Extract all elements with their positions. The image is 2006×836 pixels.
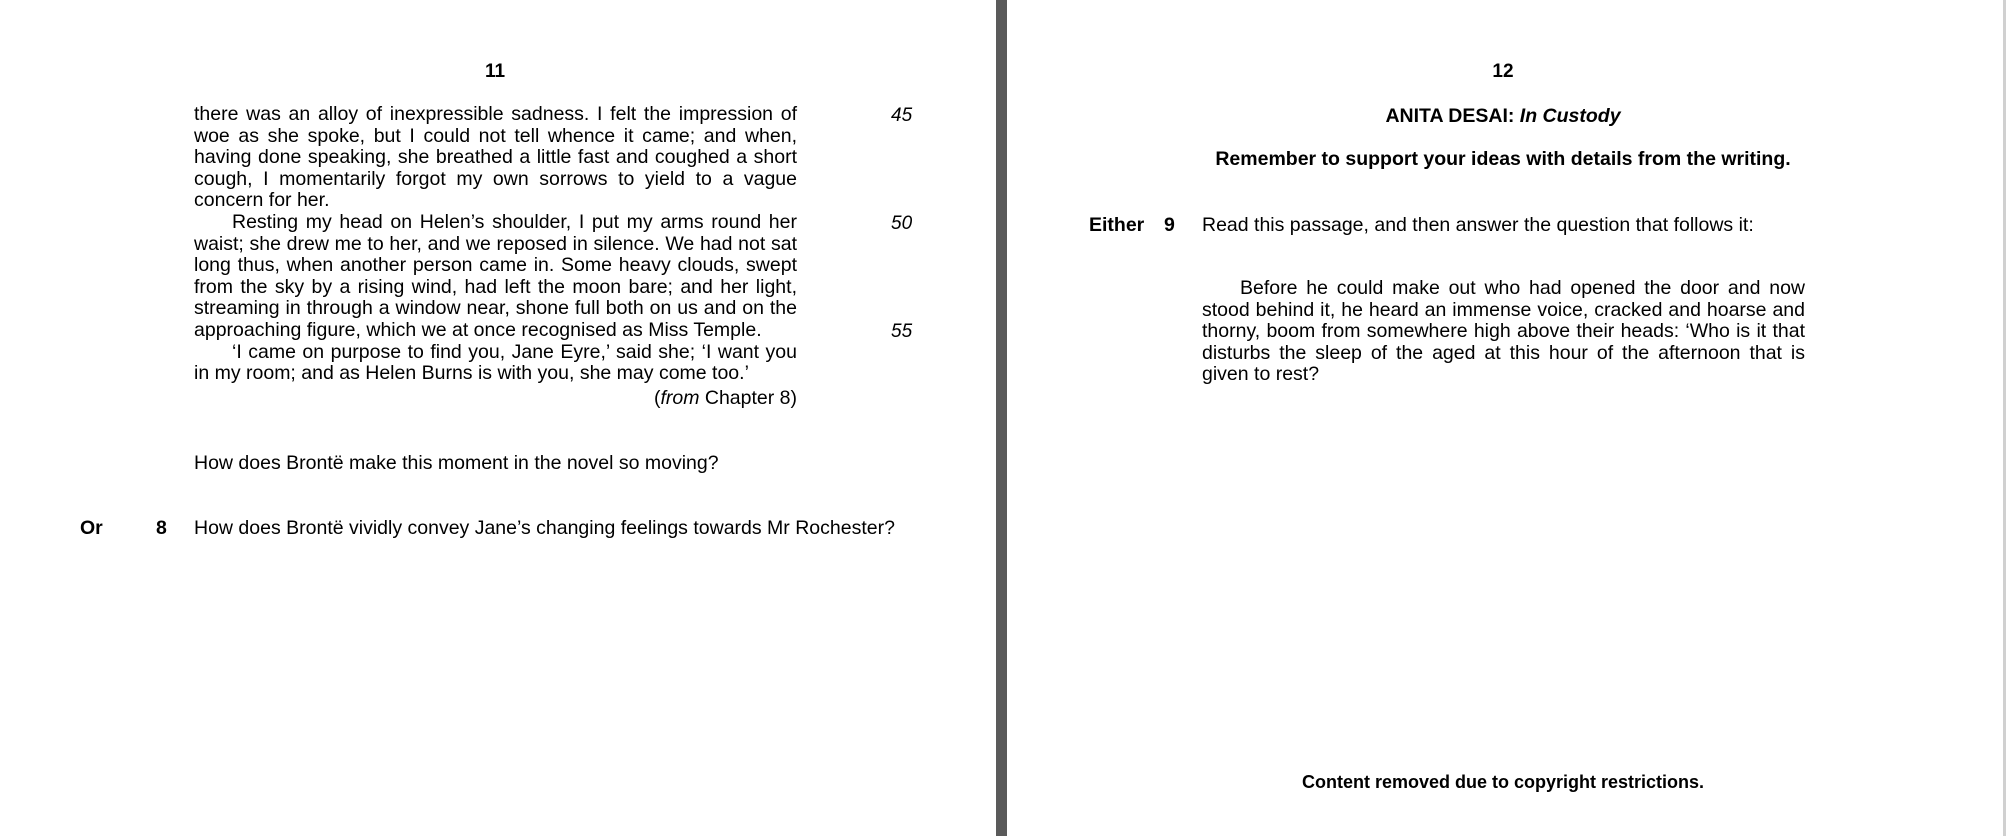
question-7-text: How does Brontë make this moment in the novel so moving? bbox=[194, 452, 719, 474]
either-label: Either bbox=[1089, 214, 1145, 236]
reminder-note: Remember to support your ideas with details from the writing. bbox=[1215, 148, 1791, 170]
question-number: 8 bbox=[156, 517, 167, 539]
extract-passage bbox=[194, 104, 797, 385]
question-instruction: Read this passage, and then answer the question that follows it: bbox=[1202, 214, 1754, 236]
question-8-text: How does Brontë vividly convey Jane’s changing feelings towards Mr Rochester? bbox=[194, 517, 895, 539]
source-paren: ( bbox=[653, 387, 661, 409]
copyright-notice: Content removed due to copyright restrictions. bbox=[1301, 772, 1705, 792]
book-title: In Custody bbox=[1519, 105, 1621, 127]
extract-passage bbox=[1202, 278, 1805, 386]
page-number: 12 bbox=[1492, 61, 1514, 82]
page-12 bbox=[1007, 0, 2006, 836]
author-name: ANITA DESAI: bbox=[1385, 105, 1520, 127]
passage-paragraph: Resting my head on Helen’s shoulder, I put my arms round her waist; she drew me to her, and we reposed in silence. We had not sat long thus, when another person came in. Some heavy clouds, swept from the sky by a rising wind, had left the moon bare; and her light, streaming in through a window near, shone full both on us and on the approaching figure, which we at once recognised as Miss Temple. bbox=[194, 210, 797, 341]
page-number: 11 bbox=[484, 61, 506, 82]
line-number: 50 bbox=[891, 213, 913, 234]
question-number: 9 bbox=[1164, 214, 1175, 236]
page-divider bbox=[996, 0, 1007, 836]
source-citation bbox=[560, 387, 797, 410]
source-chapter: Chapter 8) bbox=[699, 387, 797, 409]
line-number: 45 bbox=[891, 105, 913, 126]
page-11 bbox=[0, 0, 996, 836]
passage-paragraph: Before he could make out who had opened the door and now stood behind it, he heard an immense voice, cracked and hoarse and thorny, boom from somewhere high above their heads: ‘Who is it that disturbs the sleep of the aged at this hour of the afternoon that is given to rest? bbox=[1202, 277, 1805, 386]
passage-paragraph: there was an alloy of inexpressible sadness. I felt the impression of woe as she spoke, but I could not tell whence it came; and when, having done speaking, she breathed a little fast and coughed a short cough, I momentarily forgot my own sorrows to yield to a vague concern for her. bbox=[194, 103, 797, 212]
source-from: from bbox=[660, 387, 700, 409]
or-label: Or bbox=[80, 517, 103, 539]
line-number: 55 bbox=[891, 321, 913, 342]
passage-paragraph: ‘I came on purpose to find you, Jane Eyre,’ said she; ‘I want you in my room; and as Helen Burns is with you, she may come too.’ bbox=[194, 340, 797, 385]
section-title bbox=[1203, 105, 1803, 128]
